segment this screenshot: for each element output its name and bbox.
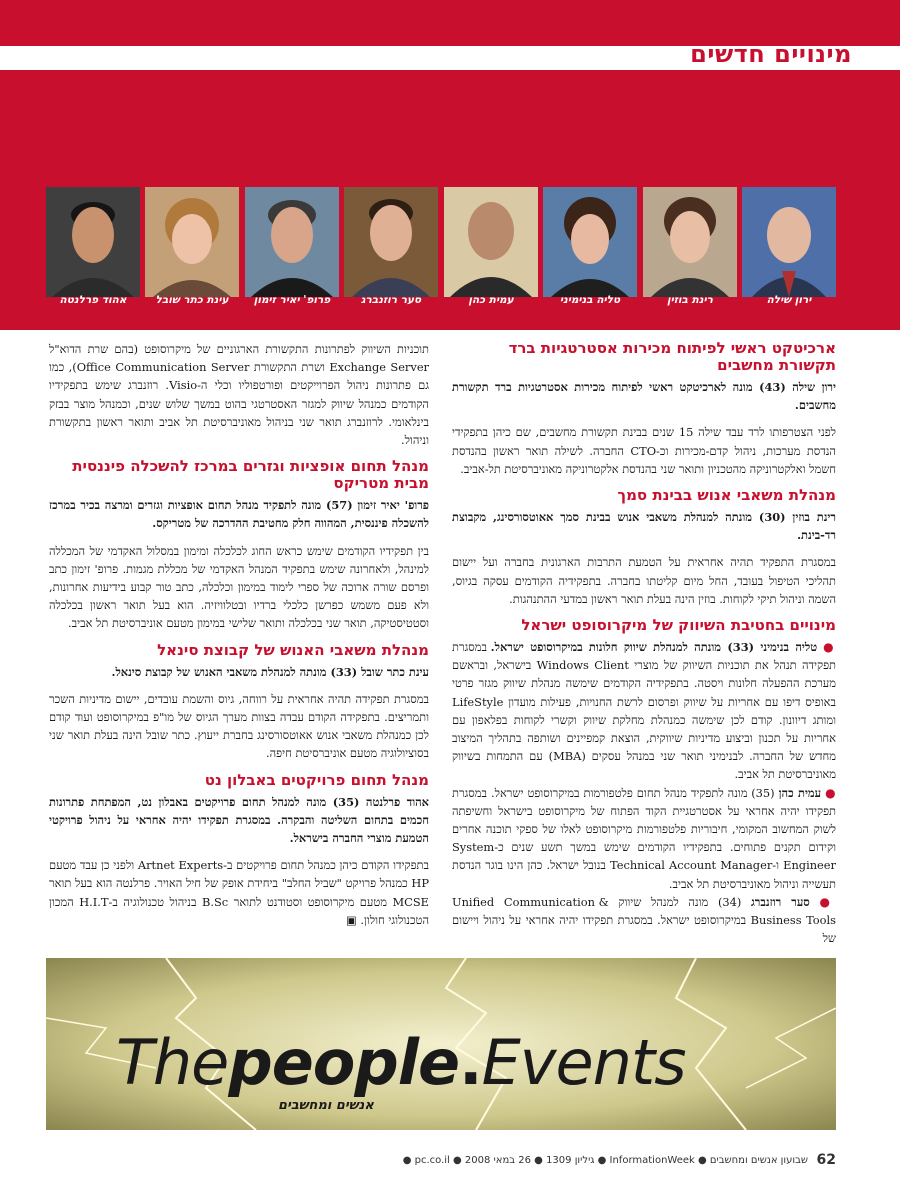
article-paragraph (49, 663, 429, 681)
person-name: עמית כהן (468, 294, 514, 306)
bullet-icon: ● (825, 785, 837, 800)
portrait-photo (444, 187, 538, 297)
article-title: מנהלת משאבי אנוש בבינת סמך (617, 486, 836, 505)
portrait-photo (245, 187, 339, 297)
article-lead: פרופ' יאיר זימון (57) מונה לתפקיד מנהל תחום אופציות וגזרים ומרצה בכיר במרכז להשכלה פיננסית, המהווה חלק מחטיבת ההדרכה של מטריקס. (49, 498, 429, 531)
article-title: מנהל תחום פרויקטים באבלון נט (204, 770, 429, 789)
article-body (49, 856, 429, 929)
article-lead: אהוד פרלנטה (35) מונה למנהל תחום פרויקטים באבלון נט, המפתחת פתרונות חכמים בתחום השליטה והבקרה. במסגרת תפקידו יהיה אחראי על ניהול פרויקטי הטמעת מוצרי החברה בישראל. (49, 794, 429, 846)
article-body: לפני הצטרפותו לרד עבד שילה 15 שנים בבינת תקשורת מחשבים, שם כיהן בתפקידי הנדסת מערכות, ניהול קדם-מכירות וכ-CTO החברה. לשילה תואר ראשון בהנדסת חשמל ואלקטרוניקה מהטכניון ותואר שני בהנדסת אלקטרוניקה מאוניברסיטת תל-אביב. (452, 425, 836, 476)
article-column-right (452, 340, 836, 956)
article-paragraph (49, 496, 429, 532)
logo-dot: . (459, 1026, 482, 1099)
article-paragraph (452, 508, 836, 544)
article-body-text: בתפקידו הקודם כיהן כמנהל תחום פרויקטים ב-Artnet Experts ולפני כן עבד מטעם HP כמנהל פרויקט "שביל החלב" ביחידת אופק של חיל האויר. פרלנטה הוא בעל תואר MCSE מטעם מיקרוסופט וסטודנט לתואר B.Sc בניהול טכנולוגיה ב-H.I.T המכון הטכנולוגי חולון. (49, 858, 429, 927)
person-name: טליה בנימיני (559, 294, 621, 306)
article-lead: סער רוזנברג (751, 894, 810, 909)
person-name: עינת כתר שובל (155, 294, 229, 306)
article-lead: עמית כהן (778, 785, 822, 800)
article-column-left (49, 340, 429, 938)
article-body: בין תפקידיו הקודמים שימש כראש החוג לכלכלה ומימון במסלול האקדמי של המכללה למינהל, ולאחרונה שימש בתפקיד המנהל האקדמי של מכללת מגמות. פרופ' זימון כתב ופרסם שורה ארוכה של ספרי לימוד במימון וכלכלה, כתב טור קבוע בידיעות אחרונות, ולא פעם משמש כפרשן כלכלי ברדיו ובטלוויזיה. הוא בעל תואר ראשון בכלכלה וסטטיסטיקה, תואר שני בכלכלה ותואר שלישי במימון מטעם אוניברסיטת תל אביב. (49, 543, 429, 631)
banner-logo (116, 1026, 686, 1099)
bullet-icon: ● (823, 640, 836, 655)
logo-people: people (228, 1026, 460, 1099)
article-paragraph (452, 378, 836, 414)
the-people-events-banner (46, 958, 836, 1130)
portrait-photo (344, 187, 438, 297)
photo-strip (46, 187, 836, 315)
article-title: מנהל תחום אופציות וגזרים במרכז להשכלה פיננסית מבית מטריקס (72, 457, 429, 493)
bullet-icon: ● (819, 894, 836, 909)
article-title: מינויים בחטיבת השיווק של מיקרוסופט ישראל (521, 616, 836, 635)
portrait-photo (742, 187, 836, 297)
section-title: מינויים חדשים (690, 40, 852, 68)
article-lead: רינת בוזין (30) מונתה למנהלת משאבי אנוש בבינת סמך אאוטסורסינג, מקבוצת רד-בינת. (452, 510, 836, 543)
article-body: (35) מונה לתפקיד מנהל תחום פלטפורמות במיקרוסופט ישראל. במסגרת תפקידו יהיה אחראי על אסטרטגיית הקוד הפתוח של מיקרוסופט בישראל וחשיפתה לשוק המחשוב המקומי, חיבוריות פלטפורמות מיקרוסופט לאלו של ספקי תוכנה אחרים וקידום תקנים פתוחים. בתפקידיו הקודמים שימש במשך תשע שנים כ-System Engineer ו-Technical Account Manager בנובל ישראל. כהן הינו בוגר הנדסת תעשייה וניהול מאוניברסיטת תל אביב. (452, 785, 836, 891)
article-lead: עינת כתר שובל (33) מונתה למנהלת משאבי האנוש של קבוצת סינאל. (111, 664, 429, 679)
article-body: במסגרת תפקידה תהיה אחראית על רווחה, גיוס והשמת עובדים, יישום מדיניות השכר ותמריצים. בתפקידה הקודם עבדה בצוות מערך הגיוס של מו"פ במיקרוסופט ועוד קודם לכן כמנהלת משאבי אנוש אאוטסורסינג בחברת ייעוץ. כתר שובל הינה בעלת תואר שני בסוציולוגיה מטעם אוניברסיטת חיפה. (49, 691, 429, 761)
person-name: סער רוזנברג (360, 294, 422, 306)
article-body: במסגרת התפקיד תהיה אחראית על הטמעת התרבות הארגונית בחברה ועל יישום תהליכי הטיפול בעובד, החל מיום קליטתו בחברה. בתפקידיה הקודמים עסקה בגיוס, השמה וניהול תיקי לקוחות. בוזין הינה בעלת תואר ראשון במדעי ההתנהגות. (452, 555, 836, 606)
portrait-photo (543, 187, 637, 297)
page-number: 62 (816, 1152, 836, 1168)
person-name: רינת בוזין (667, 294, 713, 306)
person-name: פרופ' יאיר זימון (253, 294, 331, 306)
article-lead: ירון שילה (43) מונה לארכיטקט ראשי לפיתוח מכירות אסטרטגיות ברד תקשורת מחשבים. (452, 380, 836, 413)
article-title: ארכיטקט ראשי לפיתוח מכירות אסטרטגיות ברד תקשורת מחשבים (508, 339, 836, 374)
article-paragraph (452, 638, 836, 947)
article-body: (34) מונה למנהל שיווק Unified Communication & Business Tools במיקרוסופט ישראל. במסגרת תפקידו יהיה אחראי על ניהול ויישום של (452, 894, 836, 946)
portrait-photo (46, 187, 140, 297)
portrait-photo (145, 187, 239, 297)
person-name: ירון שילה (766, 294, 812, 306)
person-name: אהוד פרלנטה (59, 294, 127, 306)
logo-events: Events (481, 1026, 686, 1099)
banner-subtitle: אנשים ומחשבים (278, 1098, 374, 1113)
footer-info: שבועון אנשים ומחשבים ● InformationWeek ● גיליון 1309 ● 26 במאי 2008 ● pc.co.il ● (402, 1155, 808, 1166)
article-lead: טליה בנימיני (33) מונתה למנהלת שיווק חלונות במיקרוסופט ישראל. (490, 640, 818, 655)
logo-the: The (116, 1026, 229, 1099)
end-mark-icon: ▣ (345, 912, 357, 927)
article-body: במסגרת תפקידה תנהל את תוכניות השיווק של מוצרי Windows Client בישראל, ובראשם מערכת ההפעלה חלונות ויסטה. בתפקידיה הקודמים שימשה מנהלת שיווק מגזר פרטי באופיס דיפו עם אחריות על שיווק ופרסום לרשת החנויות, פעילות מועדון LifeStyle ומותג דיוונון. קודם לכן שימשה כמנהלת מחלקת שיווק וקשרי לקוחות בפלאפון עם אחריות על תכנון וביצוע מדיניות שיווקית, הוצאת קמפיינים ושותפה בתהליך המיצוב מחדש של החברה. לבנימיני תואר שני במנהל עסקים (MBA) עם התמחות בשיווק מאוניברסיטת תל אביב. (452, 640, 836, 782)
article-paragraph (49, 793, 429, 848)
article-title: מנהלת משאבי האנוש של קבוצת סינאל (157, 640, 429, 659)
portrait-photo (643, 187, 737, 297)
page-footer (46, 1152, 836, 1172)
article-body: תוכניות השיווק לפתרונות התקשורת הארגוניים של מיקרוסופט (בהם שרת הדוא"ל Exchange Server ושרת התקשורת Office Communication Server), כמו גם פתרונות ניהול הפרוייקטים ופורטפוליו וכלי ה-Visio. רוזנברג שימש בתפקידיו הקודמים כמנהל שיווק למגזר האסטרטגי בהוט במשך שלוש שנים, וכמנהל מוצר בבזק בינלאומי. לרוזנברג תואר שני בניהול מאוניברסיטת תל אביב ותואר ראשון בתקשורת וניהול. (49, 342, 430, 448)
